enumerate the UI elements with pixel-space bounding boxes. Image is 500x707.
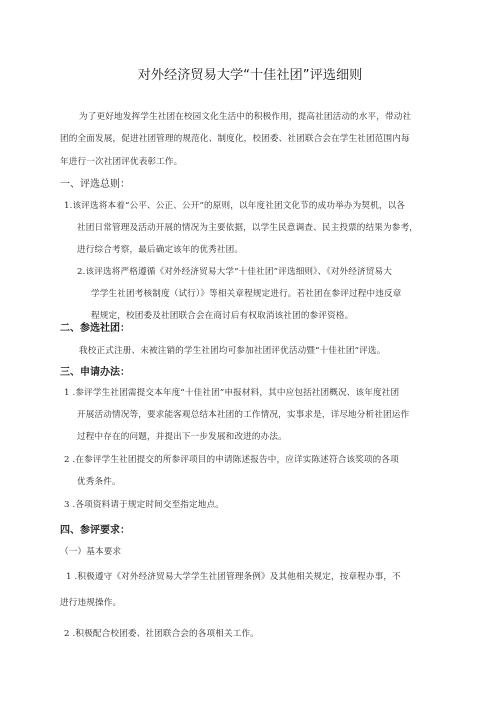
general-item-1-line-2: 社团日常管理及活动开展的情况为主要依据，以学生民意调查、民主投票的结果为参考，: [77, 223, 419, 233]
intro-line-1: 为了更好地发挥学生社团在校园文化生活中的积极作用，提高社团活动的水平，带动社: [79, 112, 412, 122]
application-item-3-line-1: 3 .各项资料请于规定时间交至指定地点。: [64, 500, 225, 510]
application-item-2-line-1: 2 .在参评学生社团提交的所参评项目的申请陈述报告中，应详实陈述符合该奖项的各项: [64, 455, 399, 465]
general-item-1-line-3: 进行综合考察，最后确定该年的优秀社团。: [77, 245, 244, 255]
application-item-1-line-3: 过程中存在的问题，并提出下一步发展和改进的办法。: [77, 432, 287, 442]
section-heading-application: 三、申请办法：: [60, 367, 130, 378]
general-item-1-line-1: 1.该评选将本着“公平、公正、公开”的原则，以年度社团文化节的成功举办为契机，以各: [64, 201, 406, 211]
general-item-2-line-2: 学学生社团考核制度（试行）》等相关章程规定进行。若社团在参评过程中违反章: [91, 289, 402, 299]
requirements-item-1-line-2: 进行违规操作。: [60, 598, 122, 608]
page-title: 对外经济贸易大学“十佳社团”评选细则: [137, 68, 363, 83]
application-item-1-line-2: 开展活动情况等，要求能客观总结本社团的工作情况，实事求是，详尽地分析社团运作: [77, 410, 410, 420]
eligible-clubs-text: 我校正式注册、未被注销的学生社团均可参加社团评优活动暨“十佳社团”评选。: [79, 346, 386, 356]
intro-line-3: 年进行一次社团评优表彰工作。: [60, 157, 183, 167]
application-item-2-line-2: 优秀条件。: [77, 477, 121, 487]
general-item-2-line-3: 程规定，校团委及社团联合会在商讨后有权取消该社团的参评资格。: [91, 311, 354, 321]
application-item-1-line-1: 1 .参评学生社团需提交本年度“十佳社团”申报材料，其中应包括社团概况、该年度社团: [64, 388, 400, 398]
section-heading-requirements: 四、参评要求：: [60, 525, 130, 536]
requirements-item-2-line-1: 2 .积极配合校团委、社团联合会的各项相关工作。: [64, 629, 260, 639]
section-heading-general: 一、评选总则：: [60, 179, 130, 190]
intro-line-2: 团的全面发展，促进社团管理的规范化、制度化，校团委、社团联合会在学生社团范围内每: [60, 134, 410, 144]
general-item-2-line-1: 2.该评选将严格遵循《对外经济贸易大学“十佳社团”评选细则》、《对外经济贸易大: [77, 267, 393, 277]
requirements-subheading: （一）基本要求: [60, 547, 122, 557]
requirements-item-1-line-1: 1 .积极遵守《对外经济贸易大学学生社团管理条例》及其他相关规定，按章程办事，不: [66, 572, 401, 582]
section-heading-eligible-clubs: 二、参选社团：: [60, 323, 130, 334]
